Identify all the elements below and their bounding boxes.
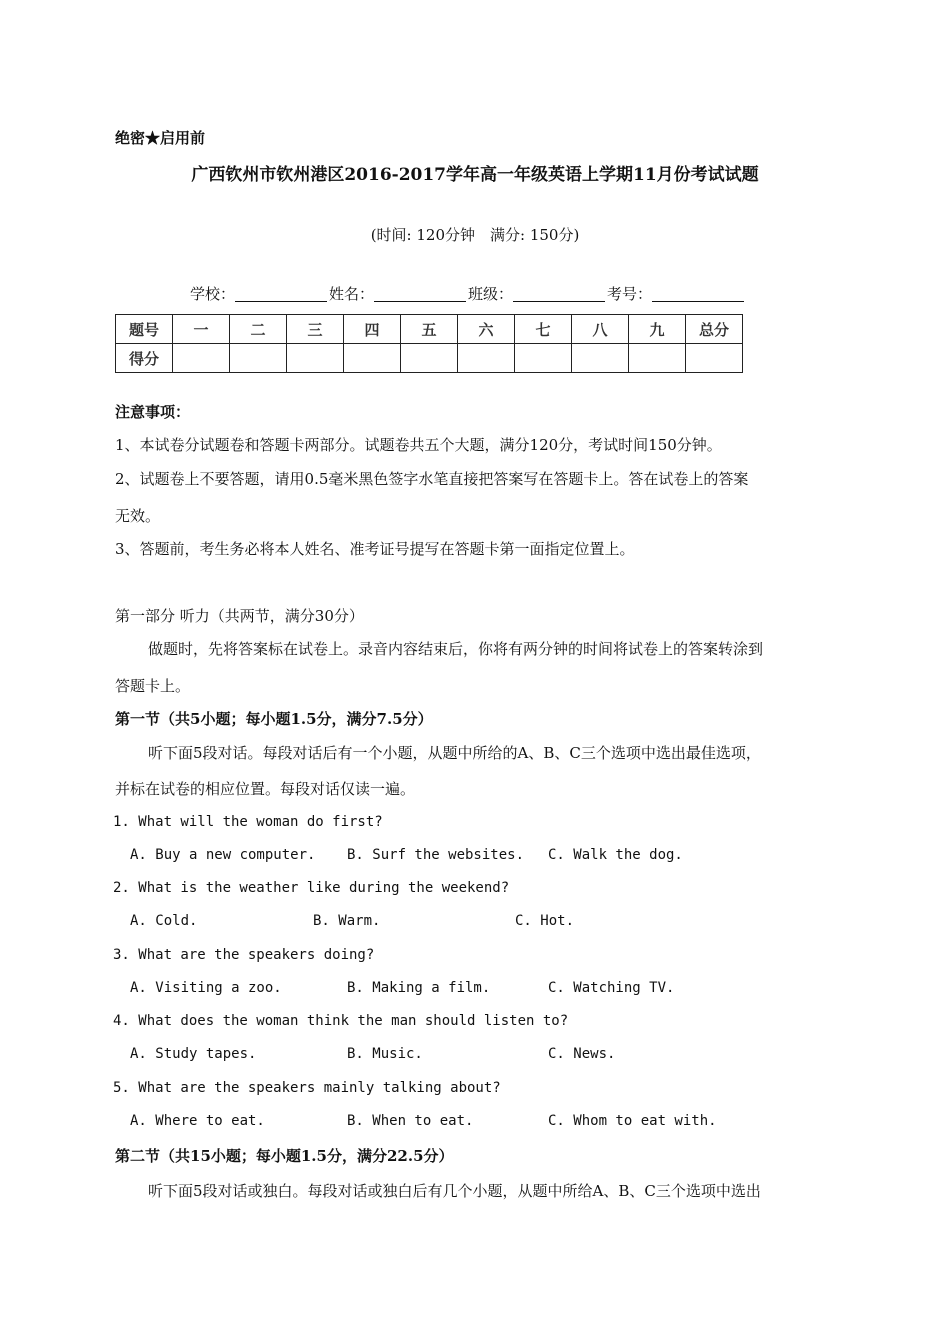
class-label: 班级： [468,285,514,303]
score-cell: 总分 [686,315,743,344]
exam-time-info: (时间: 120分钟 满分: 150分) [370,226,580,244]
option-a[interactable]: A. Study tapes. [130,1046,257,1062]
part1-intro-cont: 答题卡上。 [115,677,191,695]
question-3: 3. What are the speakers doing? [113,947,375,963]
option-c[interactable]: C. Watching TV. [548,980,675,996]
option-c[interactable]: C. Walk the dog. [548,847,683,863]
option-c[interactable]: C. Hot. [515,913,575,929]
section2-intro: 听下面5段对话或独白。每段对话或独白后有几个小题，从题中所给A、B、C三个选项中选出 [148,1182,761,1200]
score-cell: 八 [572,315,629,344]
score-cell: 三 [287,315,344,344]
name-label: 姓名： [329,285,375,303]
number-blank[interactable] [652,287,744,302]
school-label: 学校： [190,285,236,303]
question-5: 5. What are the speakers mainly talking about? [113,1080,501,1096]
question-1: 1. What will the woman do first? [113,814,383,830]
school-blank[interactable] [235,287,327,302]
class-blank[interactable] [513,287,605,302]
option-c[interactable]: C. News. [548,1046,616,1062]
score-cell: 一 [173,315,230,344]
note-item: 3、答题前，考生务必将本人姓名、准考证号提写在答题卡第一面指定位置上。 [115,540,635,558]
score-row-label: 得分 [116,344,173,373]
note-item: 1、本试卷分试题卷和答题卡两部分。试题卷共五个大题，满分120分，考试时间150分钟。 [115,436,722,454]
score-entry[interactable] [458,344,515,373]
section2-heading: 第二节（共15小题；每小题1.5分，满分22.5分） [115,1147,454,1165]
option-b[interactable]: B. Surf the websites. [347,847,525,863]
score-cell: 六 [458,315,515,344]
section1-heading: 第一节（共5小题；每小题1.5分，满分7.5分） [115,710,433,728]
score-table [115,314,743,373]
score-entry[interactable] [173,344,230,373]
score-entry[interactable] [401,344,458,373]
part1-intro: 做题时，先将答案标在试卷上。录音内容结束后，你将有两分钟的时间将试卷上的答案转涂到 [148,640,764,658]
notes-heading: 注意事项： [115,403,191,421]
score-entry[interactable] [230,344,287,373]
score-cell: 四 [344,315,401,344]
option-c[interactable]: C. Whom to eat with. [548,1113,717,1129]
score-cell: 七 [515,315,572,344]
option-b[interactable]: B. Making a film. [347,980,491,996]
score-table-score-row [116,344,743,373]
score-cell: 题号 [116,315,173,344]
option-b[interactable]: B. Music. [347,1046,423,1062]
score-cell: 五 [401,315,458,344]
score-entry[interactable] [686,344,743,373]
score-cell: 九 [629,315,686,344]
option-a[interactable]: A. Visiting a zoo. [130,980,282,996]
number-label: 考号： [607,285,653,303]
confidential-mark: 绝密★启用前 [115,129,206,147]
score-entry[interactable] [572,344,629,373]
option-b[interactable]: B. When to eat. [347,1113,474,1129]
score-table-header-row [116,315,743,344]
name-blank[interactable] [374,287,466,302]
option-a[interactable]: A. Where to eat. [130,1113,265,1129]
question-4: 4. What does the woman think the man should listen to? [113,1013,569,1029]
note-item: 2、试题卷上不要答题，请用0.5毫米黑色签字水笔直接把答案写在答题卡上。答在试卷上的答案 [115,470,749,488]
section1-intro: 听下面5段对话。每段对话后有一个小题，从题中所给的A、B、C三个选项中选出最佳选项， [148,744,761,762]
score-entry[interactable] [629,344,686,373]
option-a[interactable]: A. Cold. [130,913,198,929]
score-cell: 二 [230,315,287,344]
score-entry[interactable] [287,344,344,373]
score-entry[interactable] [344,344,401,373]
question-2: 2. What is the weather like during the weekend? [113,880,510,896]
note-item: 无效。 [115,507,161,525]
part1-heading: 第一部分 听力（共两节，满分30分） [115,607,364,625]
score-entry[interactable] [515,344,572,373]
student-info-line [190,283,746,304]
option-a[interactable]: A. Buy a new computer. [130,847,316,863]
exam-title: 广西钦州市钦州港区2016-2017学年高一年级英语上学期11月份考试试题 [191,165,759,185]
section1-intro-cont: 并标在试卷的相应位置。每段对话仅读一遍。 [115,780,416,798]
option-b[interactable]: B. Warm. [313,913,381,929]
